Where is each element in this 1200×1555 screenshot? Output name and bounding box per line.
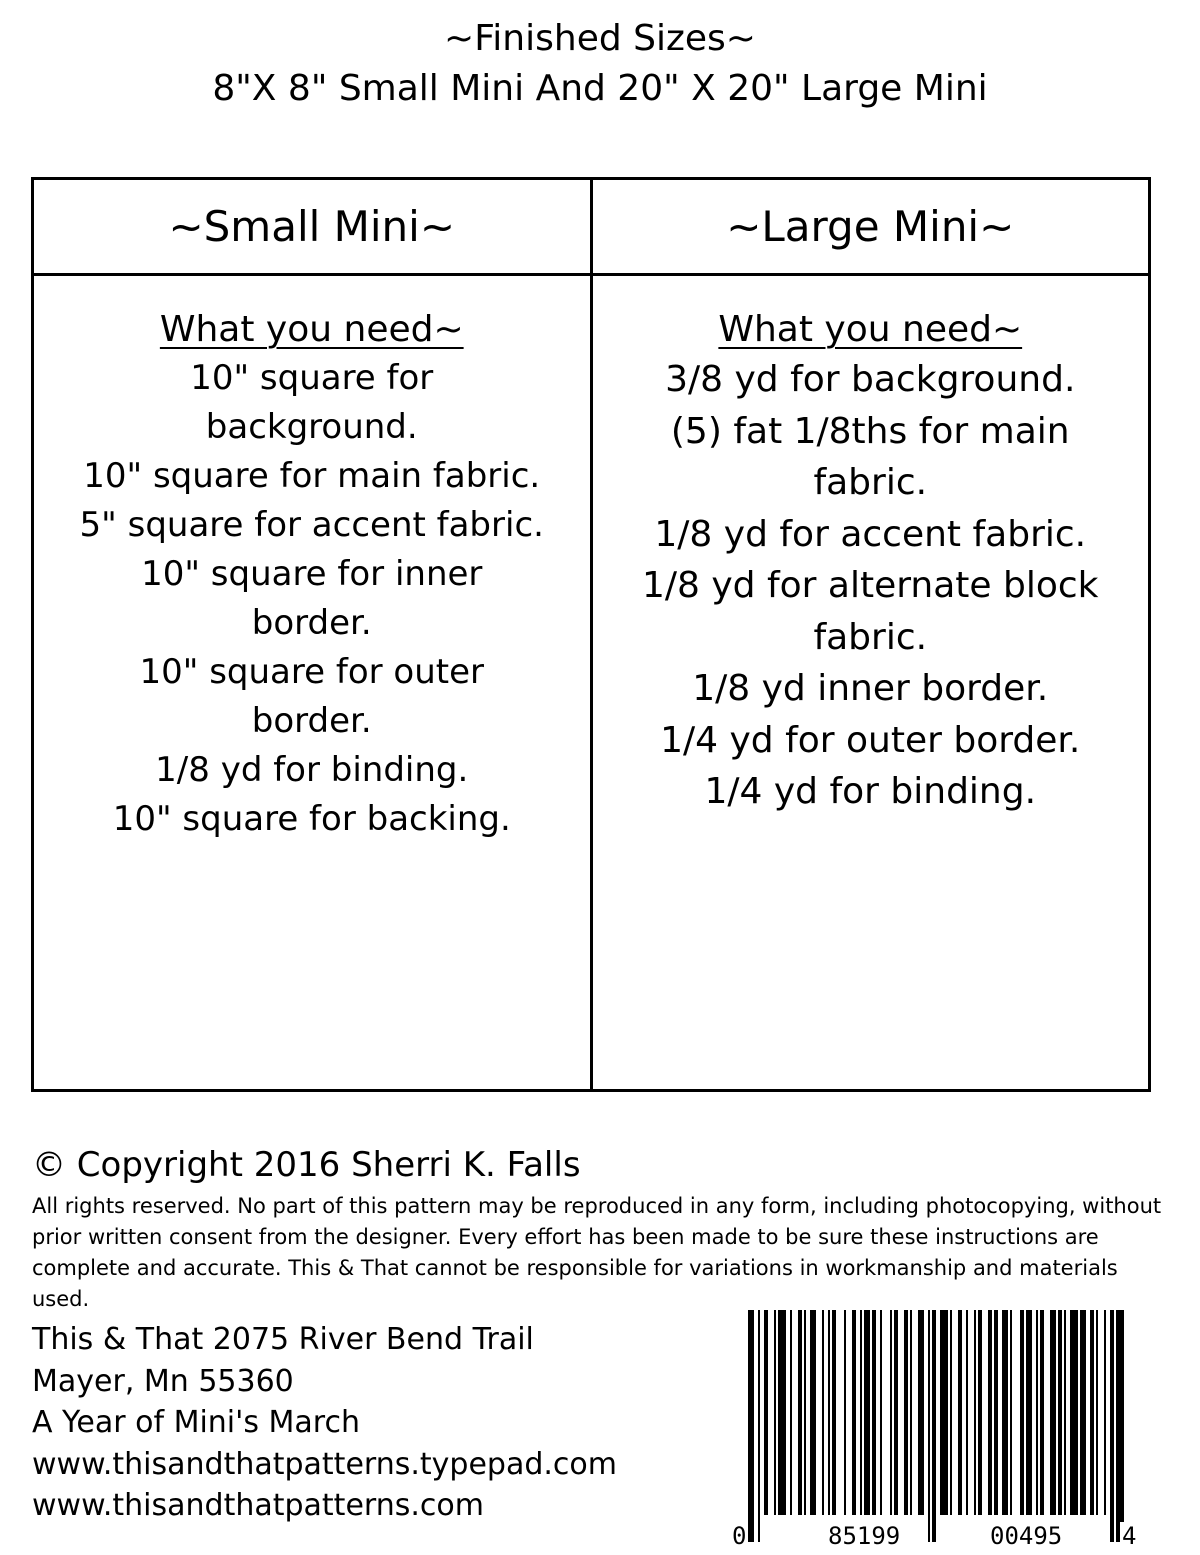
large-item: 1/8 yd for accent fabric. — [654, 513, 1087, 555]
address-block — [32, 1319, 712, 1527]
barcode-bar — [932, 1310, 936, 1542]
barcode-bar — [1010, 1310, 1012, 1515]
barcode-bar — [748, 1310, 754, 1542]
barcode-bar — [864, 1310, 870, 1515]
barcode-bar — [852, 1310, 856, 1515]
barcode-bar — [1070, 1310, 1078, 1515]
address-line: This & That 2075 River Bend Trail — [32, 1322, 534, 1357]
barcode-bar — [974, 1310, 976, 1515]
barcode-bar — [1064, 1310, 1066, 1515]
large-item: 3/8 yd for background. — [665, 359, 1076, 400]
barcode-bar — [1050, 1310, 1056, 1515]
barcode-bar — [1110, 1310, 1114, 1542]
header-title: ~Finished Sizes~ — [444, 18, 756, 59]
barcode-bar — [1090, 1310, 1094, 1515]
barcode-bar — [860, 1310, 862, 1515]
barcode-bar — [994, 1310, 998, 1515]
large-item: 1/4 yd for outer border. — [660, 719, 1081, 761]
upc-barcode — [732, 1310, 1138, 1550]
barcode-bar — [804, 1310, 806, 1515]
barcode-bar — [880, 1310, 882, 1515]
small-item: 1/8 yd for binding. — [155, 750, 469, 790]
barcode-bar — [958, 1310, 962, 1515]
website-link[interactable]: www.thisandthatpatterns.com — [32, 1488, 484, 1523]
website-link[interactable]: www.thisandthatpatterns.typepad.com — [32, 1446, 617, 1482]
large-item: 1/8 yd inner border. — [692, 668, 1049, 709]
large-mini-column — [590, 180, 1149, 1089]
barcode-bar — [778, 1310, 786, 1515]
large-mini-heading: ~Large Mini~ — [593, 180, 1149, 276]
barcode-digit: 0 — [732, 1522, 747, 1550]
small-what-you-need-title: What you need~ — [159, 309, 464, 350]
large-item: 1/8 yd for alternate block — [641, 565, 1099, 606]
barcode-bar — [758, 1310, 760, 1542]
barcode-bar — [918, 1310, 924, 1515]
barcode-digit: 00495 — [990, 1522, 1063, 1550]
header-subtitle: 8"X 8" Small Mini And 20" X 20" Large Mini — [212, 68, 988, 109]
barcode-bar — [822, 1310, 824, 1515]
small-item: 10" square for — [190, 358, 434, 398]
small-mini-body — [34, 276, 590, 844]
small-item: background. — [205, 407, 418, 447]
rights-notice: All rights reserved. No part of this pattern may be reproduced in any form, including photocopying, without prior written consent from the designer. Every effort has been made to be sure these instructions are complete and accurate. This & That cannot be responsible for variations in workmanship and materials used. — [32, 1194, 1162, 1311]
small-item: border. — [251, 701, 372, 741]
barcode-bar — [904, 1310, 908, 1515]
barcode-bar — [1020, 1310, 1024, 1515]
barcode-bar — [894, 1310, 898, 1515]
barcode-bar — [774, 1310, 776, 1515]
small-item: 10" square for backing. — [112, 799, 511, 839]
small-mini-heading: ~Small Mini~ — [34, 180, 590, 276]
barcode-bar — [1104, 1310, 1106, 1515]
barcode-bar — [1026, 1310, 1032, 1515]
barcode-bar — [1040, 1310, 1044, 1515]
small-item: 10" square for main fabric. — [83, 456, 541, 496]
large-mini-body — [593, 276, 1149, 818]
small-item: border. — [251, 603, 372, 643]
barcode-bar — [1058, 1310, 1062, 1515]
barcode-bar — [790, 1310, 792, 1515]
barcode-bar — [1080, 1310, 1086, 1515]
large-item: 1/4 yd for binding. — [704, 771, 1037, 812]
small-item: 5" square for accent fabric. — [79, 505, 544, 545]
barcode-bar — [810, 1310, 816, 1515]
large-item: (5) fat 1/8ths for main fabric. — [670, 410, 1070, 503]
small-item: 10" square for outer — [139, 652, 484, 692]
small-mini-column — [34, 180, 590, 1089]
large-what-you-need-title: What you need~ — [718, 309, 1023, 350]
barcode-bar — [832, 1310, 836, 1515]
barcode-bar — [1096, 1310, 1098, 1515]
finished-sizes-header — [0, 14, 1200, 114]
barcode-bar — [1002, 1310, 1008, 1515]
barcode-bar — [1116, 1310, 1124, 1542]
barcode-bar — [940, 1310, 948, 1515]
barcode-bar — [890, 1310, 892, 1515]
requirements-table — [31, 177, 1151, 1092]
large-item: fabric. — [813, 616, 928, 658]
copyright-line: © Copyright 2016 Sherri K. Falls — [32, 1145, 581, 1185]
barcode-bar — [910, 1310, 912, 1515]
barcode-bar — [764, 1310, 768, 1515]
barcode-bar — [798, 1310, 802, 1515]
barcode-bar — [966, 1310, 968, 1515]
barcode-bar — [950, 1310, 952, 1515]
barcode-bar — [828, 1310, 830, 1515]
barcode-bar — [978, 1310, 982, 1515]
barcode-digit: 85199 — [828, 1522, 901, 1550]
barcode-bar — [872, 1310, 876, 1515]
barcode-bar — [844, 1310, 846, 1515]
barcode-bar — [988, 1310, 992, 1515]
barcode-bar — [1036, 1310, 1038, 1515]
barcode-digit: 4 — [1122, 1522, 1137, 1550]
address-line: Mayer, Mn 55360 — [32, 1363, 294, 1399]
barcode-bar — [928, 1310, 930, 1542]
small-item: 10" square for inner — [141, 554, 483, 594]
series-line: A Year of Mini's March — [32, 1405, 360, 1440]
